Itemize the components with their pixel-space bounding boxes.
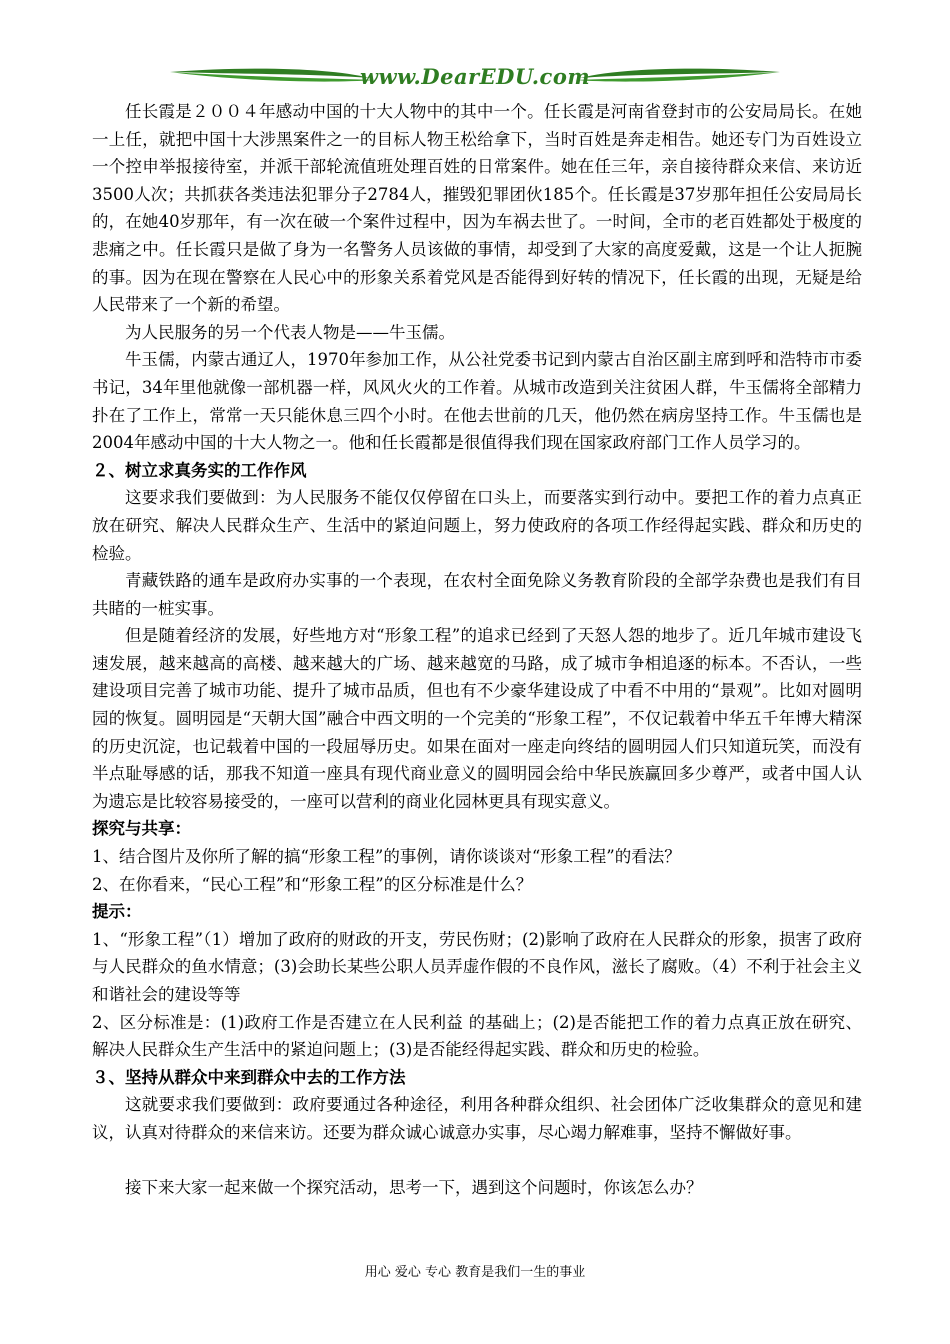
- paragraph-requirement-2: 这要求我们要做到：为人民服务不能仅仅停留在口头上，而要落实到行动中。要把工作的着力点真正放在研究、解决人民群众生产、生活中的紧迫问题上，努力使政府的各项工作经得起实践、群众和历史的检验。: [92, 488, 862, 563]
- hint-2: 2、区分标准是：(1)政府工作是否建立在人民利益 的基础上；(2)是否能把工作的着力点真正放在研究、解决人民群众生产生活中的紧迫问题上；(3)是否能经得起实践、群众和历史的检验。: [92, 1012, 862, 1060]
- question-1: 1、结合图片及你所了解的搞“形象工程”的事例，请你谈谈对“形象工程”的看法？: [92, 847, 681, 867]
- paragraph-niu-yuru-intro: 为人民服务的另一个代表人物是——牛玉儒。: [125, 322, 455, 342]
- site-logo-text: www.DearEDU.com: [359, 64, 591, 89]
- page-footer: 用心 爱心 专心 教育是我们一生的事业: [364, 1265, 586, 1280]
- question-2: 2、在你看来，“民心工程”和“形象工程”的区分标准是什么？: [92, 874, 533, 894]
- site-header-banner: [170, 58, 780, 96]
- paragraph-requirement-3: 这就要求我们要做到：政府要通过各种途径，利用各种群众组织、社会团体广泛收集群众的意见和建议，认真对待群众的来信来访。还要为群众诚心诚意办实事，尽心竭力解难事，坚持不懈做好事。: [92, 1095, 862, 1142]
- section-heading-3: ３、坚持从群众中来到群众中去的工作方法: [92, 1067, 406, 1087]
- paragraph-niu-yuru: 牛玉儒，内蒙古通辽人，1970年参加工作，从公社党委书记到内蒙古自治区副主席到呼和浩特市市委书记，34年里他就像一部机器一样，风风火火的工作着。从城市改造到关注贫困人群，牛玉儒将全部精力扑在了工作上，常常一天只能休息三四个小时。在他去世前的几天，他仍然在病房坚持工作。牛玉儒也是2004年感动中国的十大人物之一。他和任长霞都是很值得我们现在国家政府部门工作人员学习的。: [92, 350, 862, 453]
- paragraph-activity-prompt: 接下来大家一起来做一个探究活动，思考一下，遇到这个问题时，你该怎么办？: [125, 1177, 703, 1197]
- explore-share-heading: 探究与共享：: [92, 819, 191, 839]
- hint-heading: 提示：: [92, 902, 142, 922]
- paragraph-image-projects: 但是随着经济的发展，好些地方对“形象工程”的追求已经到了天怒人怨的地步了。近几年城市建设飞速发展，越来越高的高楼、越来越大的广场、越来越宽的马路，成了城市争相追逐的标本。不否认，一些建设项目完善了城市功能、提升了城市品质，但也有不少豪华建设成了中看不中用的“景观”。比如对圆明园的恢复。圆明园是“天朝大国”融合中西文明的一个完美的“形象工程”，不仅记载着中华五千年博大精深的历史沉淀，也记载着中国的一段屈辱历史。如果在面对一座走向终结的圆明园人们只知道玩笑，而没有半点耻辱感的话，那我不知道一座具有现代商业意义的圆明园会给中华民族赢回多少尊严，或者中国人认为遗忘是比较容易接受的，一座可以营利的商业化园林更具有现实意义。: [92, 626, 862, 811]
- hint-1: 1、“形象工程”（1）增加了政府的财政的开支，劳民伤财；(2)影响了政府在人民群众的形象，损害了政府与人民群众的鱼水情意；(3)会助长某些公职人员弄虚作假的不良作风，滋长了腐败。（4）不利于社会主义和谐社会的建设等等: [92, 929, 862, 1004]
- document-body: [92, 98, 862, 1201]
- paragraph-ren-changxia: 任长霞是２００４年感动中国的十大人物中的其中一个。任长霞是河南省登封市的公安局局长。在她一上任，就把中国十大涉黑案件之一的目标人物王松给拿下，当时百姓是奔走相告。她还专门为百姓设立一个控申举报接待室，并派干部轮流值班处理百姓的日常案件。她在任三年，亲自接待群众来信、来访近3500人次；共抓获各类违法犯罪分子2784人，摧毁犯罪团伙185个。任长霞是37岁那年担任公安局局长的，在她40岁那年，有一次在破一个案件过程中，因为车祸去世了。一时间，全市的老百姓都处于极度的悲痛之中。任长霞只是做了身为一名警务人员该做的事情，却受到了大家的高度爱戴，这是一个让人扼腕的事。因为在现在警察在人民心中的形象关系着党风是否能得到好转的情况下，任长霞的出现，无疑是给人民带来了一个新的希望。: [92, 102, 862, 315]
- section-heading-2: ２、树立求真务实的工作作风: [92, 460, 307, 480]
- paragraph-qinghai-tibet-railway: 青藏铁路的通车是政府办实事的一个表现，在农村全面免除义务教育阶段的全部学杂费也是我们有目共睹的一桩实事。: [92, 571, 862, 618]
